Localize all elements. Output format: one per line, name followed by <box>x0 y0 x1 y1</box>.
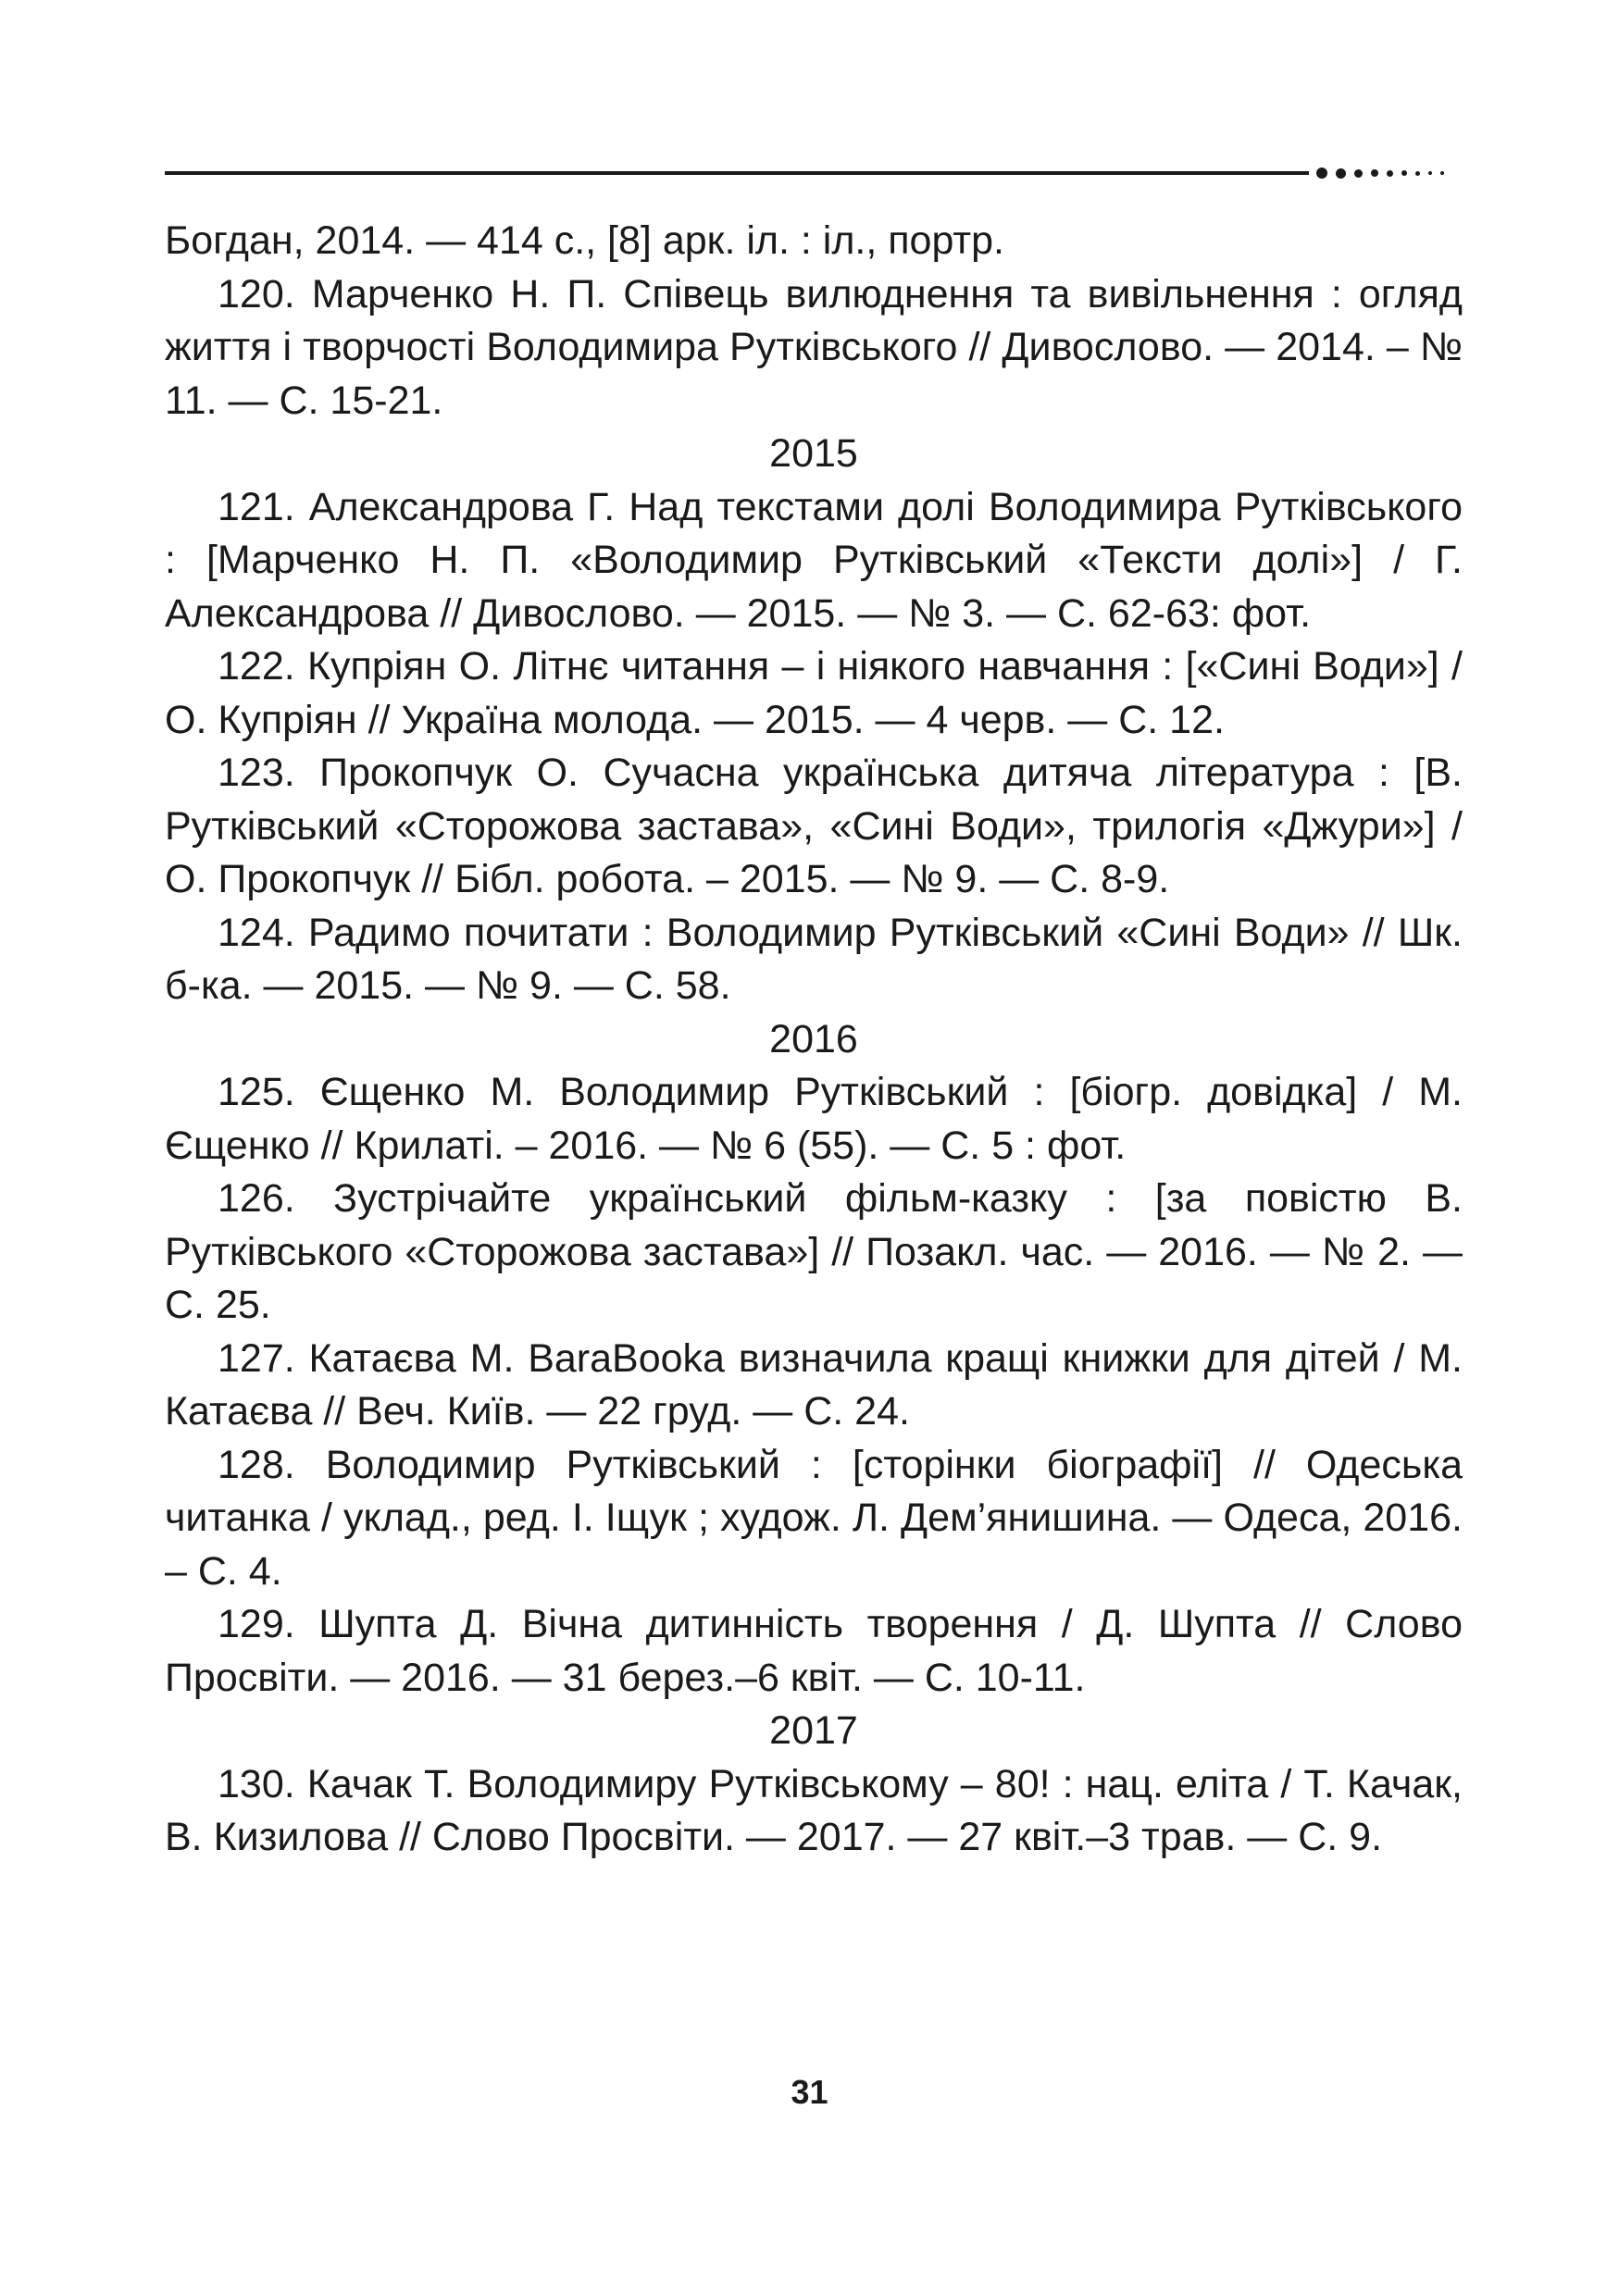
bibliography-entry-121: 121. Александрова Г. Над текстами долі Володимира Рутківського : [Марченко Н. П. «Володимир Рутківський «Тексти долі»] / Г. Александрова // Дивослово. — 2015. — № 3. — С. 62-63: фот. <box>165 484 1463 636</box>
bibliography-entry-129: 129. Шупта Д. Вічна дитинність творення / Д. Шупта // Слово Просвіти. — 2016. — 31 берез.–6 квіт. — С. 10-11. <box>165 1602 1463 1700</box>
rule-dot <box>1354 169 1363 178</box>
bibliography-entry-123: 123. Прокопчук О. Сучасна українська дитяча література : [В. Рутківський «Сторожова застава», «Сині Води», трилогія «Джури»] / О. Прокопчук // Бібл. робота. – 2015. — № 9. — С. 8-9. <box>165 751 1463 901</box>
bibliography-entry-127: 127. Катаєва М. BaraBooka визначила кращі книжки для дітей / М. Катаєва // Веч. Київ. — 22 груд. — С. 24. <box>165 1335 1463 1433</box>
header-rule-line <box>165 171 1309 175</box>
rule-dot <box>1415 171 1420 176</box>
bibliography-entry-122: 122. Купріян О. Літнє читання – і ніякого навчання : [«Сині Води»] / О. Купріян // Україна молода. — 2015. — 4 черв. — С. 12. <box>165 644 1463 742</box>
rule-dot <box>1440 171 1444 175</box>
bibliography-entry-125: 125. Єщенко М. Володимир Рутківський : [біогр. довідка] / М. Єщенко // Крилаті. – 2016. — № 6 (55). — С. 5 : фот. <box>165 1070 1463 1168</box>
header-rule <box>165 167 1461 180</box>
bibliography-text <box>165 215 1463 1865</box>
rule-dot <box>1336 168 1346 179</box>
rule-dot <box>1387 170 1393 177</box>
year-heading-2015: 2015 <box>769 431 858 476</box>
rule-dot <box>1428 171 1432 175</box>
rule-dot <box>1316 168 1327 179</box>
page-number: 31 <box>791 2073 828 2111</box>
year-heading-2016: 2016 <box>769 1016 858 1061</box>
bibliography-entry-130: 130. Качак Т. Володимиру Рутківському – 80! : нац. еліта / Т. Качак, В. Кизилова // Слово Просвіти. — 2017. — 27 квіт.–3 трав. — С. 9. <box>165 1761 1463 1859</box>
continuation-line: Богдан, 2014. — 414 с., [8] арк. іл. : іл., портр. <box>165 218 1004 263</box>
year-heading-2017: 2017 <box>769 1708 858 1753</box>
bibliography-entry-128: 128. Володимир Рутківський : [сторінки біографії] // Одеська читанка / уклад., ред. І. Іщук ; худож. Л. Дем’янишина. — Одеса, 2016. – С. 4. <box>165 1442 1463 1594</box>
bibliography-entry-126: 126. Зустрічайте український фільм-казку : [за повістю В. Рутківського «Сторожова застава»] // Позакл. час. — 2016. — № 2. — С. 25. <box>165 1176 1463 1327</box>
rule-dot <box>1401 170 1407 176</box>
rule-dot <box>1371 169 1378 177</box>
header-rule-dots <box>1316 167 1444 180</box>
bibliography-entry-120: 120. Марченко Н. П. Співець вилюднення та вивільнення : огляд життя і творчості Володимира Рутківського // Дивослово. — 2014. – № 11. — С. 15-21. <box>165 271 1463 423</box>
bibliography-entry-124: 124. Радимо почитати : Володимир Рутківський «Сині Води» // Шк. б-ка. — 2015. — № 9. — С. 58. <box>165 910 1463 1008</box>
